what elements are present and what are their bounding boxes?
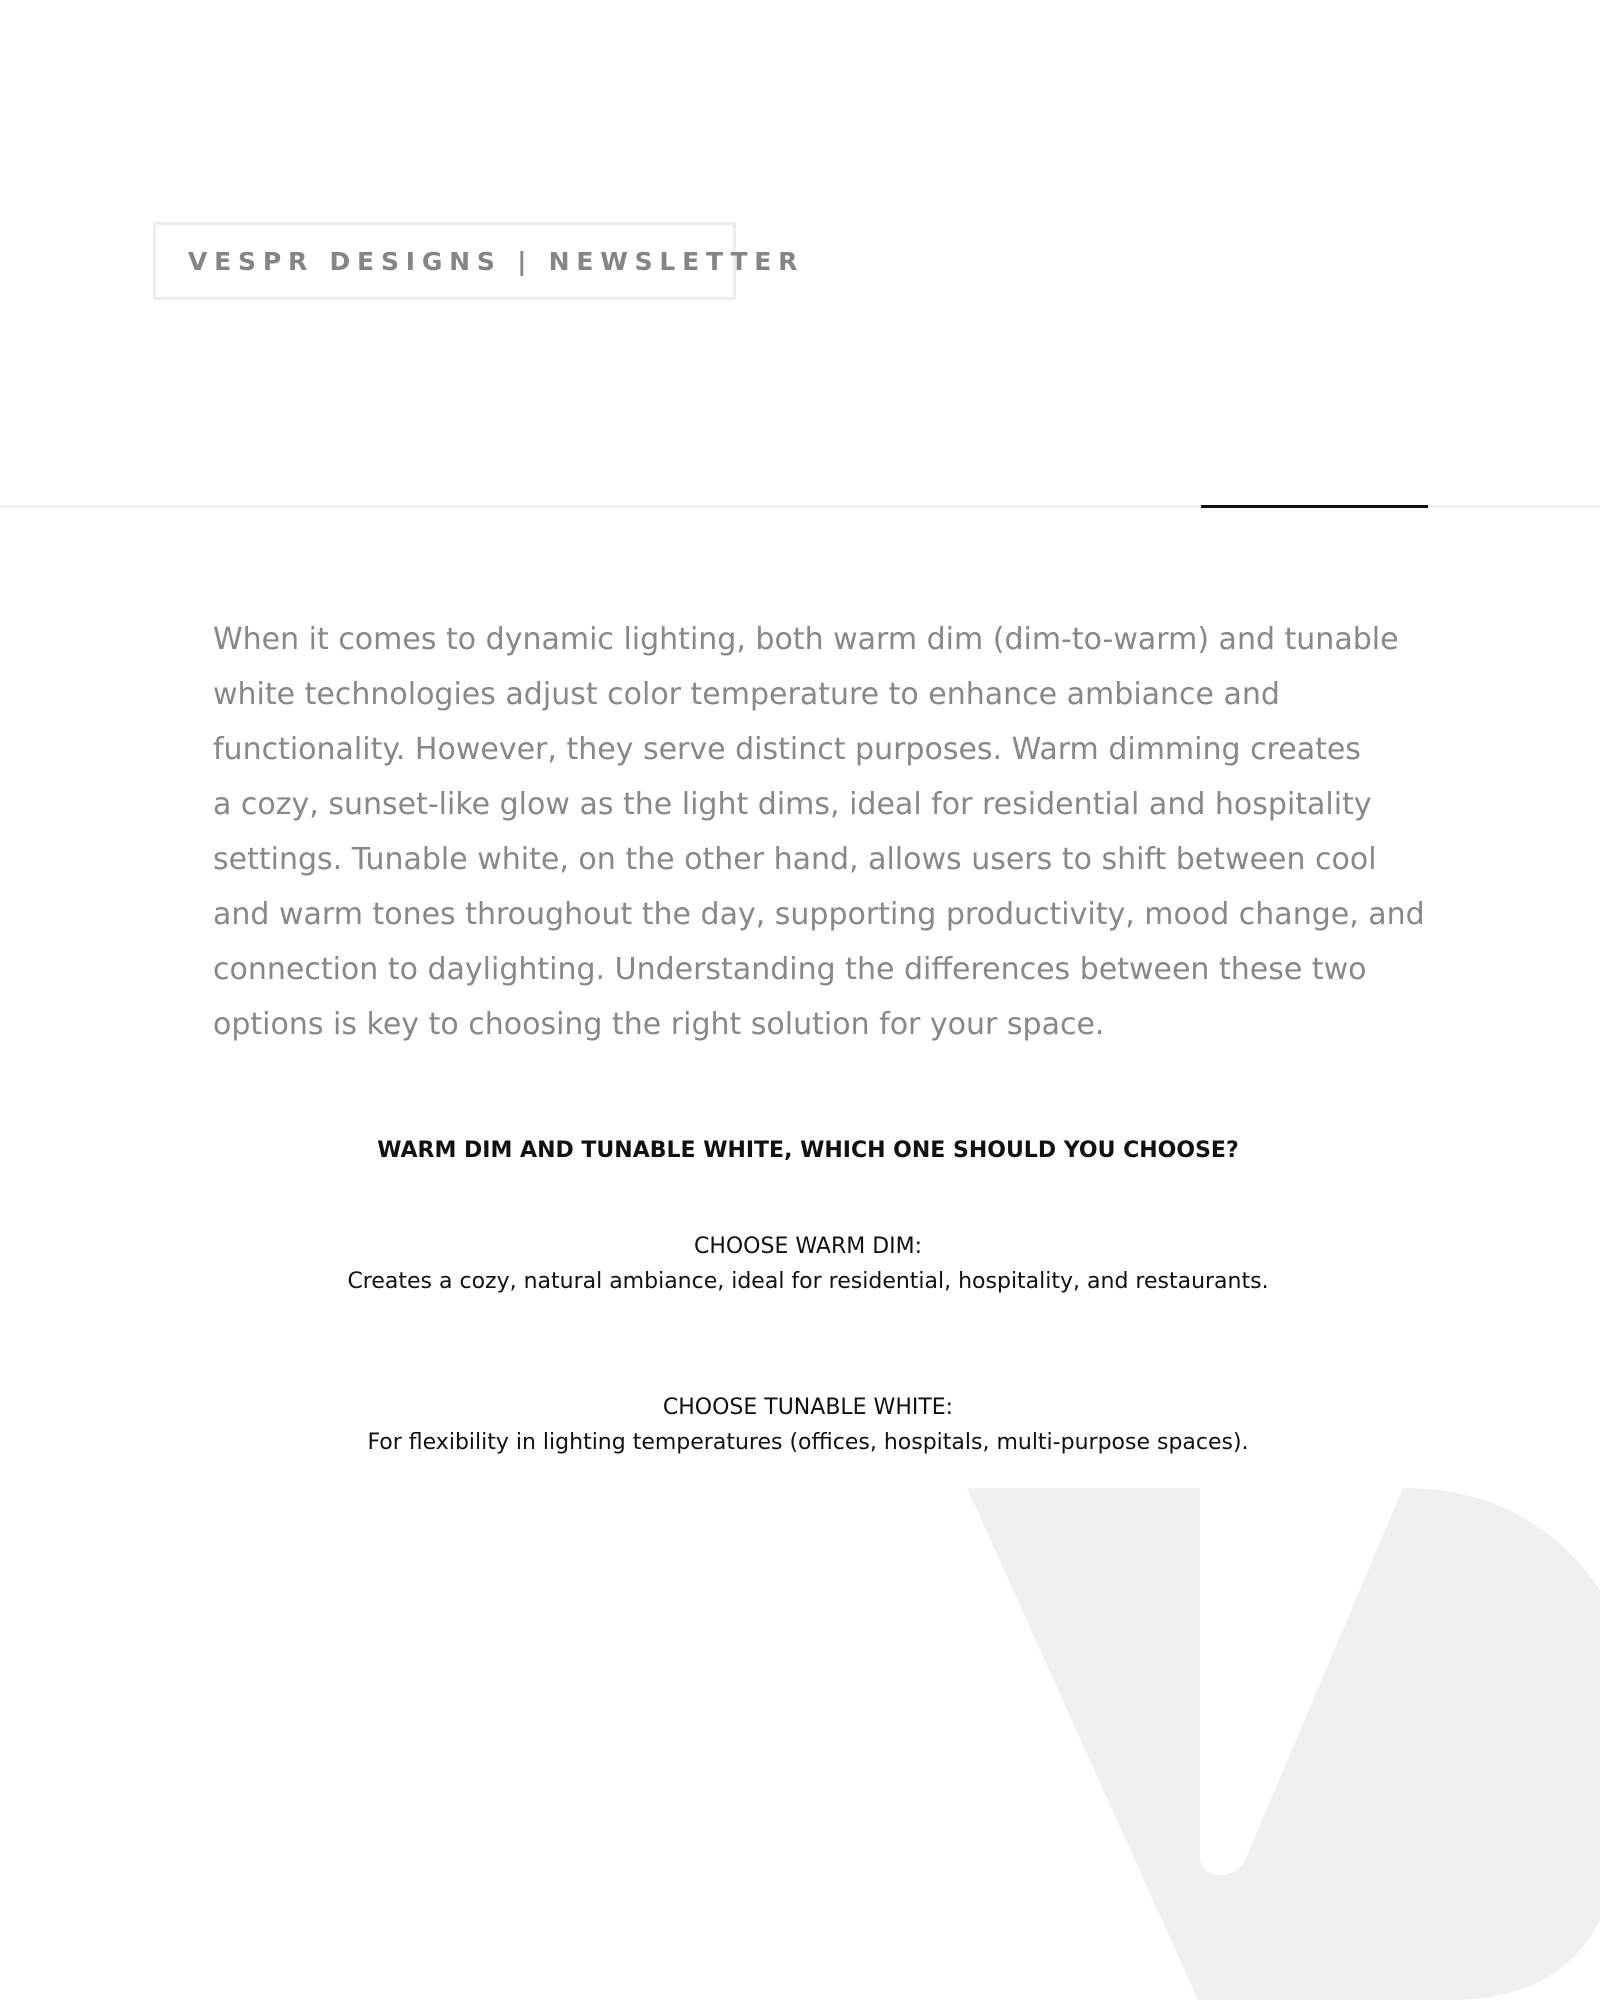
- section-heading: WARM DIM AND TUNABLE WHITE, WHICH ONE SHOULD YOU CHOOSE?: [377, 1138, 1239, 1163]
- intro-paragraph: When it comes to dynamic lighting, both warm dim (dim-to-warm) and tunable white technologies adjust color temperature to enhance ambiance and functionality. However, they serve distinct purposes. Warm dimming creates a cozy, sunset-like glow as the light dims, ideal for residential and hospitality settings. Tunable white, on the other hand, allows users to shift between cool and warm tones throughout the day, supporting productivity, mood change, and connection to daylighting. Understanding the differences between these two options is key to choosing the right solution for your space.: [213, 622, 1425, 1042]
- option-title-tunable-white: CHOOSE TUNABLE WHITE:: [662, 1395, 954, 1420]
- brand-label: VESPR DESIGNS | NEWSLETTER: [188, 246, 805, 276]
- option-description-tunable-white: For flexibility in lighting temperatures (offices, hospitals, multi-purpose spaces).: [367, 1430, 1249, 1455]
- option-description-warm-dim: Creates a cozy, natural ambiance, ideal for residential, hospitality, and restaurants.: [347, 1269, 1269, 1294]
- watermark-right-bowl: [1200, 1488, 1600, 2000]
- watermark-left-stroke: [967, 1488, 1208, 2000]
- option-title-warm-dim: CHOOSE WARM DIM:: [693, 1234, 923, 1259]
